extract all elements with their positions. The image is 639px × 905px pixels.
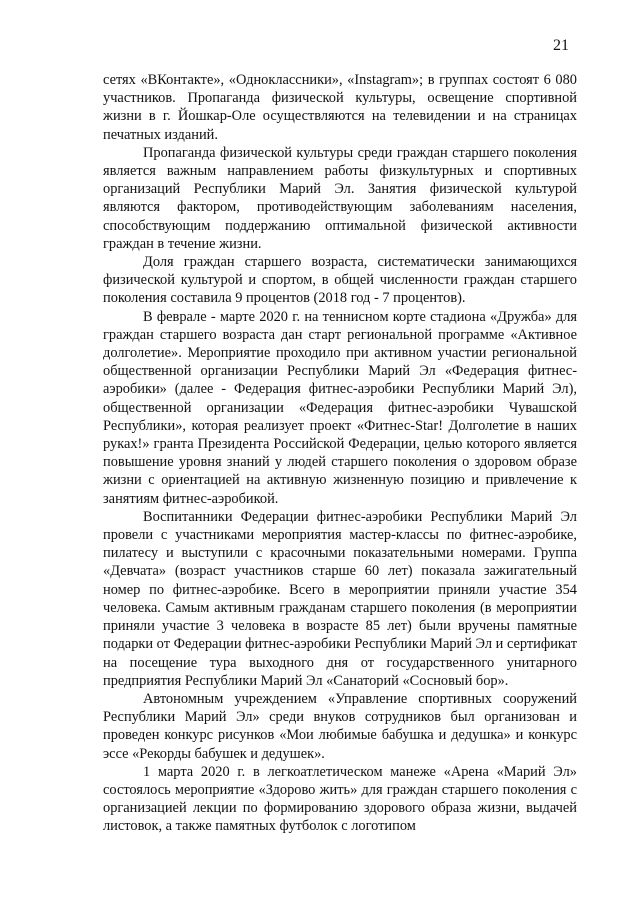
page-number: 21 [553, 37, 569, 54]
paragraph-3: Доля граждан старшего возраста, систематически занимающихся физической культурой и спортом, в общей численности граждан старшего поколения составила 9 процентов (2018 год - 7 процентов). [103, 254, 577, 307]
body-text [103, 71, 577, 836]
paragraph-6: Автономным учреждением «Управление спортивных сооружений Республики Марий Эл» среди внуков сотрудников был организован и проведен конкурс рисунков «Мои любимые бабушка и дедушка» и конкурс эссе «Рекорды бабушек и дедушек». [103, 690, 577, 762]
paragraph-4: В феврале - марте 2020 г. на теннисном корте стадиона «Дружба» для граждан старшего возраста дан старт региональной программе «Активное долголетие». Мероприятие проходило при активном участии региональной общественной организации Республики Марий Эл «Федерация фитнес-аэробики» (далее - Федерация фитнес-аэробики Республики Марий Эл), общественной организации «Федерация фитнес-аэробики Чувашской Республики», которая реализует проект «Фитнес-Star! Долголетие в наших руках!» гранта Президента Российской Федерации, целью которого является повышение уровня знаний у людей старшего поколения о здоровом образе жизни с ориентацией на активную жизненную позицию и привлечение к занятиям фитнес-аэробикой. [103, 308, 577, 507]
paragraph-1: сетях «ВКонтакте», «Одноклассники», «Instagram»; в группах состоят 6 080 участников. Пропаганда физической культуры, освещение спортивной жизни в г. Йошкар-Оле осуществляются на телевидении и на страницах печатных изданий. [103, 72, 577, 143]
paragraph-5: Воспитанники Федерации фитнес-аэробики Республики Марий Эл провели с участниками мероприятия мастер-классы по фитнес-аэробике, пилатесу и выступили с красочными показательными номерами. Группа «Девчата» (возраст участников старше 60 лет) показала зажигательный номер по фитнес-аэробике. Всего в мероприятии приняли участие 354 человека. Самым активным гражданам старшего поколения (в мероприятии приняли участие 3 человека в возрасте 85 лет) были вручены памятные подарки от Федерации фитнес-аэробики Республики Марий Эл и сертификат на посещение тура выходного дня от государственного унитарного предприятия Республики Марий Эл «Санаторий «Сосновый бор». [103, 508, 577, 689]
paragraph-7: 1 марта 2020 г. в легкоатлетическом манеже «Арена «Марий Эл» состоялось мероприятие «Здорово жить» для граждан старшего поколения с организацией лекции по формированию здорового образа жизни, выдачей листовок, а также памятных футболок с логотипом [103, 763, 577, 835]
paragraph-2: Пропаганда физической культуры среди граждан старшего поколения является важным направлением работы физкультурных и спортивных организаций Республики Марий Эл. Занятия физической культурой являются фактором, противодействующим заболеваниям населения, способствующим поддержанию оптимальной физической активности граждан в течение жизни. [103, 144, 577, 252]
